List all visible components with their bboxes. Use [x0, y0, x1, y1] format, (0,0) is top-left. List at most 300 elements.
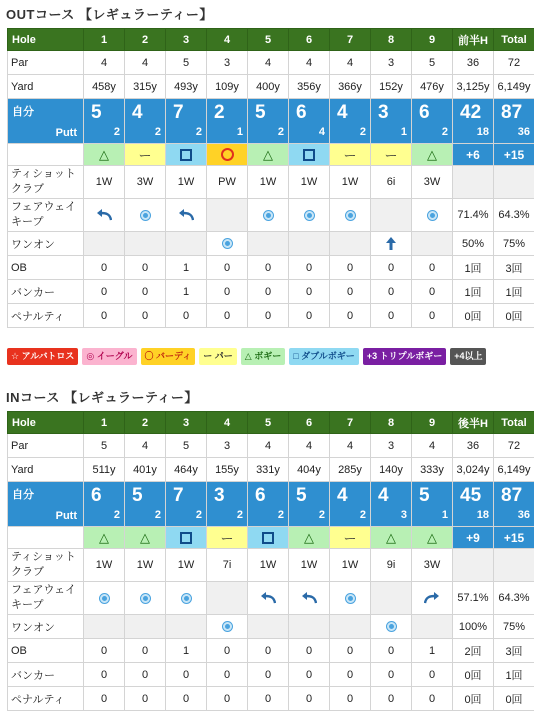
putt-count: 2	[113, 126, 120, 138]
penalty-cell: 0	[330, 687, 371, 711]
ob-cell: 0	[330, 639, 371, 663]
hole-number: 5	[248, 412, 289, 434]
bunker-cell: 0	[289, 280, 330, 304]
triangle-icon: △	[99, 529, 109, 545]
square-icon	[303, 149, 315, 161]
score-cell[interactable]	[289, 99, 330, 144]
left-curve-arrow-icon	[301, 592, 317, 604]
result-mark-cell	[248, 144, 289, 166]
hole-number: 9	[412, 29, 453, 51]
hole-number: 6	[289, 412, 330, 434]
hole-number: 3	[166, 29, 207, 51]
par-cell: 4	[289, 434, 330, 458]
par-cell: 4	[248, 434, 289, 458]
putt-count: 2	[195, 509, 202, 521]
bunker-cell: 0	[248, 663, 289, 687]
score-cell[interactable]	[125, 99, 166, 144]
bunker-cell: 0	[330, 280, 371, 304]
in-scorecard	[7, 411, 534, 711]
total-strokes: 87	[501, 485, 523, 506]
putt-count: 1	[236, 126, 243, 138]
stroke-count: 5	[91, 102, 102, 123]
yard-cell: 493y	[166, 75, 207, 99]
ob-cell: 1	[412, 639, 453, 663]
half-score-cell	[453, 482, 494, 527]
tee-club-cell: 1W	[125, 549, 166, 582]
score-cell[interactable]	[330, 99, 371, 144]
in-course-title: INコース 【レギュラーティー】	[6, 390, 198, 405]
score-cell[interactable]	[330, 482, 371, 527]
half-putts: 18	[476, 509, 489, 521]
bunker-total: 1回	[494, 663, 534, 687]
bunker-cell: 0	[412, 280, 453, 304]
fairway-total: 64.3%	[494, 199, 534, 232]
tee-club-cell: 9i	[371, 549, 412, 582]
par-cell: 4	[289, 51, 330, 75]
score-cell[interactable]	[412, 99, 453, 144]
fairway-keep-label: フェアウェイ キープ	[8, 582, 84, 615]
penalty-total: 0回	[494, 304, 534, 328]
yard-cell: 155y	[207, 458, 248, 482]
half-over-par: +9	[453, 527, 494, 549]
fairway-total: 64.3%	[494, 582, 534, 615]
target-icon	[346, 594, 355, 603]
par-half: 36	[453, 434, 494, 458]
fairway-keep-label: フェアウェイ キープ	[8, 199, 84, 232]
ob-cell: 0	[207, 256, 248, 280]
penalty-cell: 0	[412, 304, 453, 328]
one-on-cell	[330, 615, 371, 639]
one-on-cell	[84, 232, 125, 256]
penalty-cell: 0	[412, 687, 453, 711]
header-row	[8, 412, 534, 434]
bunker-cell: 0	[412, 663, 453, 687]
result-mark-cell	[330, 527, 371, 549]
fairway-keep-cell	[412, 199, 453, 232]
putt-count: 4	[318, 126, 325, 138]
square-icon	[262, 532, 274, 544]
hole-number: 8	[371, 412, 412, 434]
yard-cell: 152y	[371, 75, 412, 99]
tee-club-cell: 1W	[289, 166, 330, 199]
penalty-cell: 0	[125, 687, 166, 711]
result-mark-cell	[166, 144, 207, 166]
stroke-count: 4	[378, 485, 389, 506]
par-cell: 4	[125, 434, 166, 458]
target-icon	[305, 211, 314, 220]
result-mark-cell	[207, 527, 248, 549]
par-cell: 4	[330, 434, 371, 458]
yard-cell: 140y	[371, 458, 412, 482]
legend-item: ◎ イーグル	[82, 348, 136, 365]
par-cell: 3	[207, 51, 248, 75]
bunker-cell: 0	[84, 663, 125, 687]
penalty-row	[8, 687, 534, 711]
square-icon	[180, 532, 192, 544]
ob-cell: 0	[207, 639, 248, 663]
fairway-keep-row	[8, 582, 534, 615]
putt-label: Putt	[55, 510, 77, 522]
bunker-cell: 0	[248, 280, 289, 304]
right-curve-arrow-icon	[424, 592, 440, 604]
result-mark-cell	[84, 527, 125, 549]
score-cell[interactable]	[166, 99, 207, 144]
penalty-half: 0回	[453, 687, 494, 711]
legend-item: +3 トリプルボギー	[363, 348, 446, 365]
tee-club-cell: 3W	[412, 549, 453, 582]
yard-cell: 400y	[248, 75, 289, 99]
penalty-cell: 0	[371, 687, 412, 711]
putt-count: 1	[400, 126, 407, 138]
bunker-cell: 0	[125, 663, 166, 687]
yard-cell: 404y	[289, 458, 330, 482]
ob-total: 3回	[494, 639, 534, 663]
fairway-keep-cell	[248, 582, 289, 615]
tee-club-label: ティショット クラブ	[8, 549, 84, 582]
score-cell[interactable]	[248, 482, 289, 527]
fairway-keep-cell	[289, 582, 330, 615]
ob-cell: 1	[166, 639, 207, 663]
left-curve-arrow-icon	[260, 592, 276, 604]
dash-icon: ー	[384, 148, 398, 163]
hole-number: 2	[125, 29, 166, 51]
stroke-count: 5	[255, 102, 266, 123]
hole-header: Hole	[8, 29, 84, 51]
half-over-par: +6	[453, 144, 494, 166]
total-header: Total	[494, 29, 534, 51]
hole-number: 9	[412, 412, 453, 434]
triangle-icon: △	[263, 146, 273, 162]
penalty-cell: 0	[166, 687, 207, 711]
square-icon	[180, 149, 192, 161]
half-header: 後半H	[453, 412, 494, 434]
par-label: Par	[8, 434, 84, 458]
target-icon	[100, 594, 109, 603]
left-curve-arrow-icon	[178, 209, 194, 221]
yard-cell: 285y	[330, 458, 371, 482]
stroke-count: 5	[132, 485, 143, 506]
stroke-count: 7	[173, 102, 184, 123]
legend-item: 〇 バーディ	[141, 348, 196, 365]
fairway-keep-cell	[289, 199, 330, 232]
half-strokes: 42	[460, 102, 482, 123]
par-label: Par	[8, 51, 84, 75]
score-cell[interactable]	[207, 99, 248, 144]
score-cell[interactable]	[84, 482, 125, 527]
bunker-label: バンカー	[8, 280, 84, 304]
bunker-label: バンカー	[8, 663, 84, 687]
par-cell: 3	[371, 434, 412, 458]
target-icon	[182, 594, 191, 603]
legend-item: □ ダブルボギー	[289, 348, 359, 365]
target-icon	[346, 211, 355, 220]
bunker-cell: 0	[207, 663, 248, 687]
tee-club-cell: 1W	[248, 166, 289, 199]
hole-number: 7	[330, 412, 371, 434]
par-cell: 4	[248, 51, 289, 75]
result-mark-row	[8, 144, 534, 166]
hole-header: Hole	[8, 412, 84, 434]
stroke-count: 4	[132, 102, 143, 123]
my-score-label: 自分	[12, 489, 34, 501]
target-icon	[141, 211, 150, 220]
circle-icon	[221, 148, 234, 161]
ob-row	[8, 256, 534, 280]
penalty-cell: 0	[207, 304, 248, 328]
par-total: 72	[494, 51, 534, 75]
penalty-label: ペナルティ	[8, 304, 84, 328]
bunker-half: 0回	[453, 663, 494, 687]
ob-cell: 0	[330, 256, 371, 280]
yard-cell: 464y	[166, 458, 207, 482]
bunker-cell: 0	[207, 280, 248, 304]
total-score-cell	[494, 482, 534, 527]
result-mark-cell	[371, 144, 412, 166]
hole-number: 4	[207, 412, 248, 434]
tee-club-cell: 7i	[207, 549, 248, 582]
penalty-total: 0回	[494, 687, 534, 711]
par-cell: 5	[84, 434, 125, 458]
ob-cell: 0	[412, 256, 453, 280]
dash-icon: ー	[343, 148, 357, 163]
score-cell[interactable]	[371, 99, 412, 144]
hole-number: 8	[371, 29, 412, 51]
ob-cell: 0	[248, 639, 289, 663]
putt-count: 2	[318, 509, 325, 521]
fairway-keep-cell	[330, 582, 371, 615]
bunker-total: 1回	[494, 280, 534, 304]
one-on-cell	[371, 615, 412, 639]
target-icon	[141, 594, 150, 603]
score-cell[interactable]	[166, 482, 207, 527]
one-on-half: 50%	[453, 232, 494, 256]
score-legend	[7, 348, 486, 366]
stroke-count: 4	[337, 485, 348, 506]
putt-count: 3	[400, 509, 407, 521]
tee-club-cell: PW	[207, 166, 248, 199]
par-cell: 5	[166, 51, 207, 75]
penalty-cell: 0	[289, 304, 330, 328]
half-putts: 18	[476, 126, 489, 138]
putt-count: 2	[277, 126, 284, 138]
fairway-keep-cell	[166, 199, 207, 232]
score-cell[interactable]	[371, 482, 412, 527]
penalty-cell: 0	[125, 304, 166, 328]
up-arrow-icon	[386, 237, 396, 250]
hole-number: 1	[84, 29, 125, 51]
fairway-half: 57.1%	[453, 582, 494, 615]
triangle-icon: △	[304, 529, 314, 545]
result-mark-cell	[412, 144, 453, 166]
penalty-row	[8, 304, 534, 328]
fairway-keep-cell	[125, 582, 166, 615]
score-cell[interactable]	[412, 482, 453, 527]
triangle-icon: △	[427, 529, 437, 545]
par-row	[8, 434, 534, 458]
stroke-count: 3	[378, 102, 389, 123]
yard-cell: 331y	[248, 458, 289, 482]
ob-cell: 0	[125, 256, 166, 280]
ob-cell: 0	[289, 639, 330, 663]
yard-total: 6,149y	[494, 75, 534, 99]
fairway-keep-cell	[207, 199, 248, 232]
one-on-cell	[125, 232, 166, 256]
par-cell: 4	[412, 434, 453, 458]
penalty-cell: 0	[371, 304, 412, 328]
fairway-half: 71.4%	[453, 199, 494, 232]
result-mark-cell	[125, 527, 166, 549]
yard-cell: 366y	[330, 75, 371, 99]
my-score-label: 自分	[12, 106, 34, 118]
total-over-par: +15	[494, 527, 534, 549]
fairway-keep-cell	[330, 199, 371, 232]
ob-cell: 0	[371, 639, 412, 663]
yard-cell: 401y	[125, 458, 166, 482]
out-course-title: OUTコース 【レギュラーティー】	[6, 7, 213, 22]
tee-club-cell: 1W	[248, 549, 289, 582]
ob-row	[8, 639, 534, 663]
hole-number: 7	[330, 29, 371, 51]
bunker-cell: 0	[166, 663, 207, 687]
tee-club-cell: 1W	[84, 549, 125, 582]
ob-half: 2回	[453, 639, 494, 663]
penalty-cell: 0	[330, 304, 371, 328]
fairway-keep-cell	[166, 582, 207, 615]
ob-cell: 0	[371, 256, 412, 280]
tee-club-cell: 1W	[330, 549, 371, 582]
ob-total: 3回	[494, 256, 534, 280]
half-strokes: 45	[460, 485, 482, 506]
penalty-cell: 0	[166, 304, 207, 328]
target-icon	[264, 211, 273, 220]
hole-number: 4	[207, 29, 248, 51]
one-on-row	[8, 232, 534, 256]
tee-club-cell: 1W	[330, 166, 371, 199]
fairway-keep-cell	[248, 199, 289, 232]
dash-icon: ー	[220, 531, 234, 546]
one-on-cell	[289, 232, 330, 256]
header-row	[8, 29, 534, 51]
putt-count: 2	[277, 509, 284, 521]
tee-club-cell: 6i	[371, 166, 412, 199]
yard-row	[8, 458, 534, 482]
one-on-cell	[330, 232, 371, 256]
ob-cell: 0	[248, 256, 289, 280]
one-on-cell	[207, 232, 248, 256]
bunker-cell: 0	[371, 663, 412, 687]
bunker-cell: 0	[371, 280, 412, 304]
par-total: 72	[494, 434, 534, 458]
score-row	[8, 99, 534, 144]
bunker-cell: 1	[166, 280, 207, 304]
penalty-cell: 0	[248, 304, 289, 328]
penalty-cell: 0	[248, 687, 289, 711]
par-cell: 5	[412, 51, 453, 75]
stroke-count: 3	[214, 485, 225, 506]
bunker-cell: 0	[84, 280, 125, 304]
total-strokes: 87	[501, 102, 523, 123]
triangle-icon: △	[99, 146, 109, 162]
total-score-cell	[494, 99, 534, 144]
result-mark-row	[8, 527, 534, 549]
triangle-icon: △	[140, 529, 150, 545]
legend-item: +4以上	[450, 348, 486, 365]
one-on-cell	[371, 232, 412, 256]
penalty-cell: 0	[207, 687, 248, 711]
penalty-half: 0回	[453, 304, 494, 328]
one-on-row	[8, 615, 534, 639]
target-icon	[223, 622, 232, 631]
score-cell[interactable]	[248, 99, 289, 144]
one-on-cell	[412, 615, 453, 639]
ob-cell: 0	[289, 256, 330, 280]
fairway-keep-cell	[84, 582, 125, 615]
one-on-label: ワンオン	[8, 232, 84, 256]
putt-count: 2	[359, 509, 366, 521]
yard-row	[8, 75, 534, 99]
yard-total: 6,149y	[494, 458, 534, 482]
one-on-label: ワンオン	[8, 615, 84, 639]
total-header: Total	[494, 412, 534, 434]
ob-label: OB	[8, 639, 84, 663]
yard-label: Yard	[8, 458, 84, 482]
out-scorecard	[7, 28, 534, 328]
ob-cell: 0	[125, 639, 166, 663]
score-cell[interactable]	[84, 99, 125, 144]
result-mark-cell	[125, 144, 166, 166]
result-mark-cell	[248, 527, 289, 549]
tee-club-row	[8, 166, 534, 199]
dash-icon: ー	[138, 148, 152, 163]
putt-count: 2	[236, 509, 243, 521]
stroke-count: 2	[214, 102, 225, 123]
yard-cell: 476y	[412, 75, 453, 99]
score-cell[interactable]	[125, 482, 166, 527]
one-on-cell	[248, 232, 289, 256]
one-on-cell	[166, 232, 207, 256]
stroke-count: 7	[173, 485, 184, 506]
yard-cell: 511y	[84, 458, 125, 482]
putt-count: 2	[441, 126, 448, 138]
yard-cell: 458y	[84, 75, 125, 99]
tee-club-cell: 3W	[125, 166, 166, 199]
tee-club-row	[8, 549, 534, 582]
par-row	[8, 51, 534, 75]
dash-icon: ー	[343, 531, 357, 546]
yard-cell: 333y	[412, 458, 453, 482]
result-mark-cell	[166, 527, 207, 549]
hole-number: 3	[166, 412, 207, 434]
score-cell[interactable]	[207, 482, 248, 527]
putt-count: 2	[359, 126, 366, 138]
left-curve-arrow-icon	[96, 209, 112, 221]
par-cell: 4	[125, 51, 166, 75]
fairway-keep-cell	[125, 199, 166, 232]
fairway-keep-row	[8, 199, 534, 232]
result-mark-cell	[207, 144, 248, 166]
result-mark-cell	[84, 144, 125, 166]
yard-cell: 356y	[289, 75, 330, 99]
penalty-cell: 0	[289, 687, 330, 711]
par-cell: 3	[207, 434, 248, 458]
yard-label: Yard	[8, 75, 84, 99]
fairway-keep-cell	[84, 199, 125, 232]
one-on-cell	[84, 615, 125, 639]
putt-count: 2	[154, 509, 161, 521]
score-cell[interactable]	[289, 482, 330, 527]
fairway-keep-cell	[371, 199, 412, 232]
penalty-label: ペナルティ	[8, 687, 84, 711]
